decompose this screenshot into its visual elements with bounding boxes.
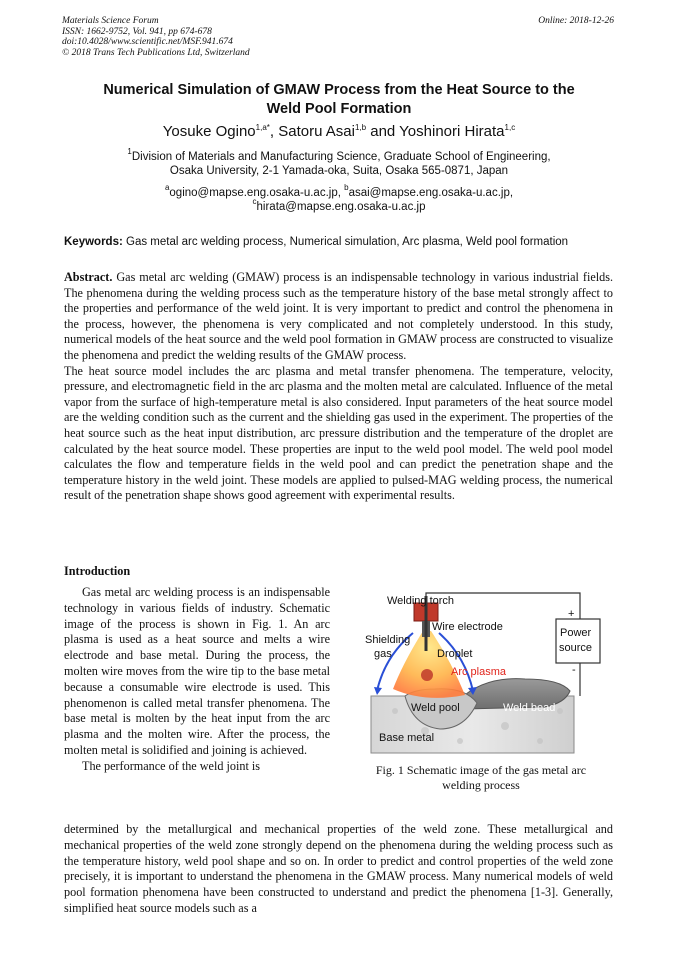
author-separator: and [366, 123, 400, 140]
affiliation-mark: 1 [127, 147, 132, 156]
label-plus: + [568, 608, 575, 620]
figure-caption [350, 763, 612, 794]
abstract-paragraph-2: The heat source model includes the arc plasma and metal transfer phenomena. The temperature, velocity, pressure, and electromagnetic field in the arc plasma and the molten metal are calculated. Influence of the metal vapor from the surface of high-temperature metal is also considered. Input parameters of the heat source model are the welding condition such as the current and the shielding gas used in the experiment. The properties of the heat source such as the heat input distribution, arc pressure distribution and the temperature of the droplet are calculated by the heat source model. These properties are input to the weld pool model. The weld pool model calculates the flow and temperature fields in the weld pool and can predict the penetration shape and the temperature history in the weld joint. These models are applied to pulsed-MAG welding process, the numerical result of the penetration shape shows good agreement with experimental results. [64, 363, 613, 503]
affiliation [64, 147, 614, 178]
email-link[interactable]: hirata@mapse.eng.osaka-u.ac.jp [256, 201, 426, 213]
author-list [64, 123, 614, 140]
title-line-2: Weld Pool Formation [266, 101, 412, 117]
journal-header [62, 16, 250, 58]
keywords-text: Gas metal arc welding process, Numerical simulation, Arc plasma, Weld pool formation [126, 236, 569, 248]
label-base-metal: Base metal [379, 732, 435, 744]
author-separator: , [269, 123, 279, 140]
label-weld-bead: Weld bead [503, 702, 556, 714]
label-gas: gas [374, 648, 392, 660]
droplet-shape [421, 669, 433, 681]
label-shielding: Shielding [365, 634, 411, 646]
author-affiliation-mark: 1,c [504, 123, 516, 132]
affiliation-line-1: Division of Materials and Manufacturing Science, Graduate School of Engineering, [131, 151, 551, 163]
intro-paragraph-1: Gas metal arc welding process is an indispensable technology in various fields of industry. Schematic image of the process is shown in Fig. 1. An arc plasma is used as a heat source and melts a wire electrode and base metal. During the process, the molten wire moves from the wire tip to the base metal because a consumable wire electrode is used. This phenomenon is called metal transfer phenomena. The base metal is molten by the heat input from the arc plasma and the molten wire. After the process, the molten metal is solidified and joining is achieved. [64, 585, 330, 757]
label-wire-electrode: Wire electrode [432, 621, 503, 633]
intro-paragraph-2-continued: determined by the metallurgical and mechanical properties of the weld zone. These metallurgical and mechanical properties of the weld zone strongly depend on the phenomena during the welding process such as the temperature history, weld pool shape and so on. In order to predict and control properties of the weld zone precisely, it is important to understand the phenomena in the GMAW process. Many numerical models of weld pool formation phenomena have been constructed to understand and predict the phenomena [1-3]. Generally, simplified heat source models such as a [64, 822, 613, 915]
section-heading-introduction: Introduction [64, 564, 131, 578]
email-link[interactable]: ogino@mapse.eng.osaka-u.ac.jp, [169, 187, 341, 199]
author-name: Satoru Asai [278, 123, 355, 140]
abstract-paragraph-1: Gas metal arc welding (GMAW) process is an indispensable technology in various industrial fields. The phenomena during the welding process such as the temperature history of the base metal strongly affect to the properties and performance of the weld joint. It is very important to predict and control the phenomena in the process, however, the phenomena is very complicated and not completely understood. In this study, numerical models of the heat source and the weld pool formation in GMAW process are constructed to visualize the phenomena and predict the welding results of the GMAW process. [64, 270, 614, 362]
author-name: Yosuke Ogino [162, 123, 256, 140]
label-power: Power [560, 627, 592, 639]
caption-line-1: Fig. 1 Schematic image of the gas metal arc [375, 763, 587, 777]
email-link[interactable]: asai@mapse.eng.osaka-u.ac.jp, [348, 187, 514, 199]
email-mark: a [164, 183, 170, 192]
title-line-1: Numerical Simulation of GMAW Process from the Heat Source to the [103, 82, 575, 98]
intro-paragraph-2-start: The performance of the weld joint is [82, 758, 261, 773]
label-welding-torch: Welding torch [387, 595, 455, 607]
intro-column-text [64, 585, 330, 775]
journal-name: Materials Science Forum [62, 16, 159, 26]
keywords-label: Keywords: [64, 236, 123, 248]
copyright: © 2018 Trans Tech Publications Ltd, Switzerland [62, 47, 250, 58]
abstract [64, 270, 613, 504]
issn: ISSN: 1662-9752, Vol. 941, pp 674-678 [62, 26, 212, 37]
caption-line-2: welding process [442, 778, 520, 793]
email-mark: b [344, 183, 349, 192]
author-name: Yoshinori Hirata [399, 123, 505, 140]
paper-title [64, 81, 614, 119]
label-source: source [559, 642, 593, 654]
online-date: Online: 2018-12-26 [538, 16, 614, 26]
label-weld-pool: Weld pool [411, 702, 460, 714]
label-minus: - [572, 664, 576, 676]
keywords [64, 236, 624, 248]
email-block [64, 183, 614, 214]
arrow-head-icon [374, 687, 382, 695]
abstract-label: Abstract. [64, 270, 113, 284]
power-source-box [556, 619, 600, 663]
figure-gmaw-schematic [365, 591, 605, 756]
author-affiliation-mark: 1,b [354, 123, 367, 132]
affiliation-line-2: Osaka University, 2-1 Yamada-oka, Suita, Osaka 565-0871, Japan [169, 165, 509, 177]
author-affiliation-mark: 1,a* [255, 123, 270, 132]
email-mark: c [252, 197, 257, 206]
label-droplet: Droplet [437, 648, 473, 660]
doi: doi:10.4028/www.scientific.net/MSF.941.674 [62, 37, 233, 47]
label-arc-plasma: Arc plasma [451, 666, 507, 678]
